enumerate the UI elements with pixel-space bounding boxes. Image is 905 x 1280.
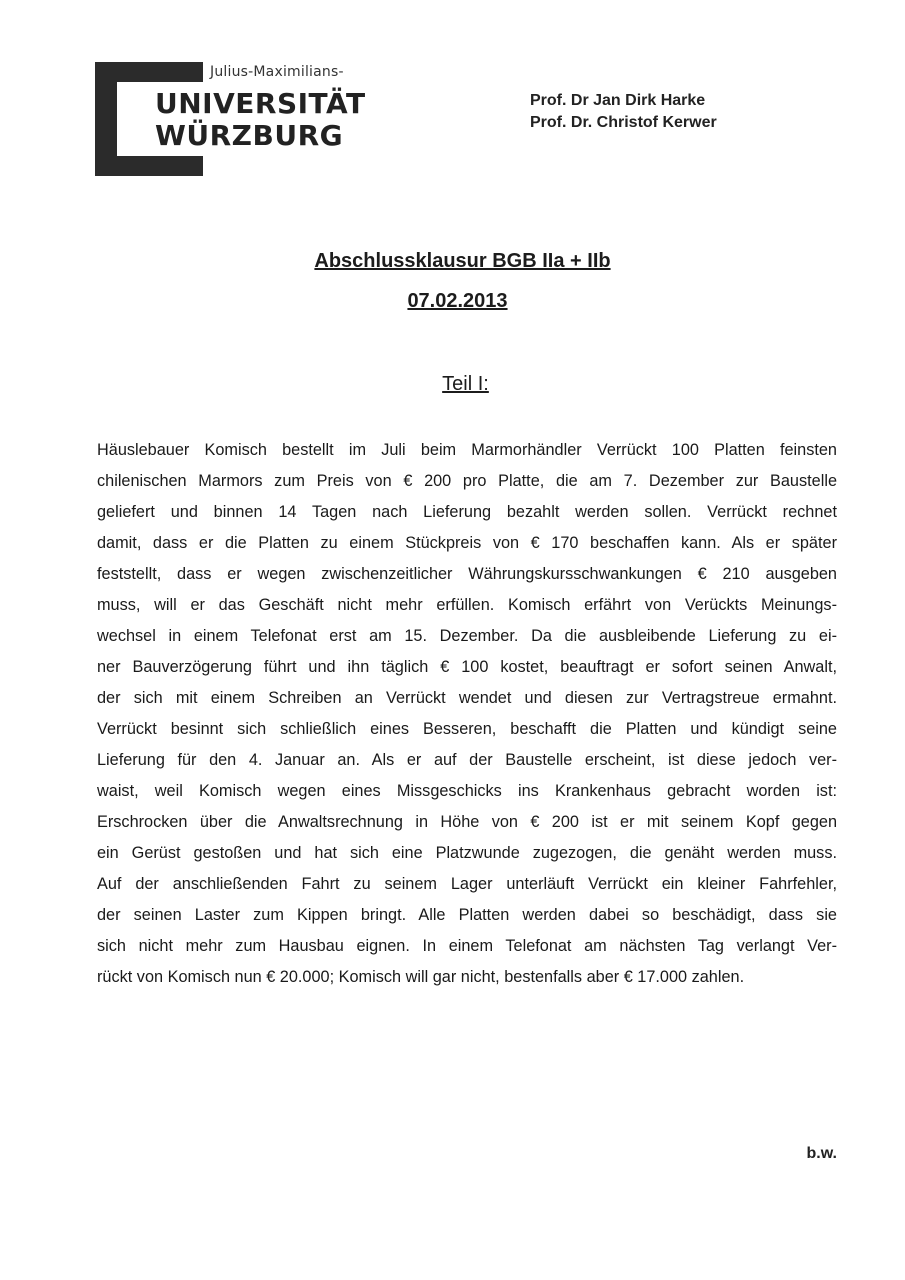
university-logo <box>95 62 366 176</box>
text-line: der seinen Laster zum Kippen bringt. Alle Platten werden dabei so beschädigt, dass sie <box>97 906 837 924</box>
logo-subtitle: Julius-Maximilians- <box>210 64 344 80</box>
text-line: rückt von Komisch nun € 20.000; Komisch will gar nicht, bestenfalls aber € 17.000 zahlen. <box>97 968 745 986</box>
text-line: Lieferung für den 4. Januar an. Als er auf der Baustelle erscheint, ist diese jedoch ver- <box>97 751 837 769</box>
part-heading <box>0 373 905 396</box>
text-line: Häuslebauer Komisch bestellt im Juli beim Marmorhändler Verrückt 100 Platten feinsten <box>97 441 837 459</box>
exam-title: Abschlussklausur BGB IIa + IIb <box>314 250 611 272</box>
logo-line-universitaet: UNIVERSITÄT <box>155 87 366 120</box>
text-line: feststellt, dass er wegen zwischenzeitlicher Währungskursschwankungen € 210 ausgeben <box>97 565 837 583</box>
professor-names <box>530 90 717 134</box>
text-line: Erschrocken über die Anwaltsrechnung in Höhe von € 200 ist er mit seinem Kopf gegen <box>97 813 837 831</box>
case-text <box>97 435 837 993</box>
professor-1: Prof. Dr Jan Dirk Harke <box>530 92 706 109</box>
text-line: Auf der anschließenden Fahrt zu seinem Lager unterläuft Verrückt ein kleiner Fahrfehler, <box>97 875 837 893</box>
text-line: der sich mit einem Schreiben an Verrückt wendet und diesen zur Vertragstreue ermahnt. <box>97 689 837 707</box>
text-line: sich nicht mehr zum Hausbau eignen. In einem Telefonat am nächsten Tag verlangt Ver- <box>97 937 837 955</box>
text-line: geliefert und binnen 14 Tagen nach Lieferung bezahlt werden sollen. Verrückt rechnet <box>97 503 837 521</box>
text-line: muss, will er das Geschäft nicht mehr erfüllen. Komisch erfährt von Verückts Meinungs- <box>97 596 837 614</box>
exam-date: 07.02.2013 <box>407 290 508 312</box>
text-line: damit, dass er die Platten zu einem Stückpreis von € 170 beschaffen kann. Als er später <box>97 534 837 552</box>
page-turn-note: b.w. <box>806 1145 837 1162</box>
text-line: ein Gerüst gestoßen und hat sich eine Platzwunde zugezogen, die genäht werden muss. <box>97 844 837 862</box>
text-line: waist, weil Komisch wegen eines Missgeschicks ins Krankenhaus gebracht worden ist: <box>97 782 837 800</box>
text-line: ner Bauverzögerung führt und ihn täglich € 100 kostet, beauftragt er sofort seinen Anwalt, <box>97 658 837 676</box>
part-heading-text: Teil I: <box>442 373 489 395</box>
professor-2: Prof. Dr. Christof Kerwer <box>530 114 717 131</box>
text-line: Verrückt besinnt sich schließlich eines Besseren, beschafft die Platten und kündigt seine <box>97 720 837 738</box>
logo-frame-bottom <box>95 156 203 176</box>
logo-line-wuerzburg: WÜRZBURG <box>155 119 344 152</box>
text-line: chilenischen Marmors zum Preis von € 200 pro Platte, die am 7. Dezember zur Baustelle <box>97 472 837 490</box>
text-line: wechsel in einem Telefonat erst am 15. Dezember. Da die ausbleibende Lieferung zu ei- <box>97 627 837 645</box>
